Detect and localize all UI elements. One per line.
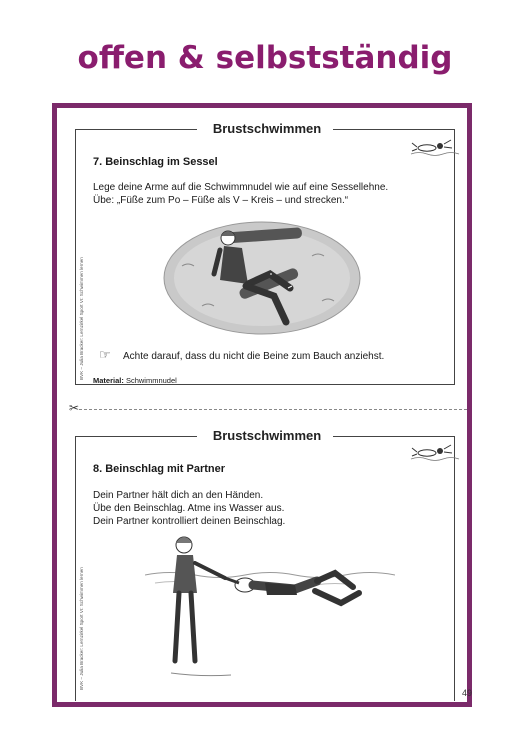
card-2-exercise-title: 8. Beinschlag mit Partner	[93, 463, 226, 475]
card-2-side-note: BVK – Julia Bracker: Lernzirkel Sport VI: Schwimmen lernen	[79, 567, 84, 690]
page-number: 49	[462, 688, 473, 698]
card-2-instruction-line: Dein Partner kontrolliert deinen Beinschlag.	[93, 516, 286, 527]
card-2-instruction-line: Übe den Beinschlag. Atme ins Wasser aus.	[93, 503, 285, 514]
card-1-instructions	[93, 181, 388, 207]
worksheet-frame	[52, 103, 472, 707]
card-1-exercise-title: 7. Beinschlag im Sessel	[93, 156, 218, 168]
scissors-icon: ✂	[69, 401, 80, 415]
cut-line	[79, 409, 467, 410]
card-1-hint: Achte darauf, dass du nicht die Beine zum Bauch anziehst.	[123, 351, 385, 362]
card-1-instruction-line: Übe: „Füße zum Po – Füße als V – Kreis – und strecken.“	[93, 195, 349, 206]
pointing-hand-icon: ☞	[99, 347, 111, 362]
swimmer-icon	[409, 136, 461, 162]
material-label: Material:	[93, 376, 124, 385]
partner-swimming-illustration	[145, 533, 395, 683]
card-2-section-title: Brustschwimmen	[212, 428, 322, 443]
card-2-instruction-line: Dein Partner hält dich an den Händen.	[93, 490, 264, 501]
card-1-material	[93, 376, 177, 385]
card-2-instructions	[93, 489, 285, 528]
material-value: Schwimmnudel	[125, 376, 177, 385]
swimmer-icon	[409, 441, 461, 467]
card-1-instruction-line: Lege deine Arme auf die Schwimmnudel wie auf eine Sessellehne.	[93, 182, 389, 193]
card-1-side-note: BVK – Julia Bracker: Lernzirkel Sport VI: Schwimmen lernen	[79, 257, 84, 380]
card-1-section-title: Brustschwimmen	[212, 121, 322, 136]
swimmer-noodle-illustration	[162, 216, 362, 336]
page-header-title: offen & selbstständig	[77, 40, 453, 76]
